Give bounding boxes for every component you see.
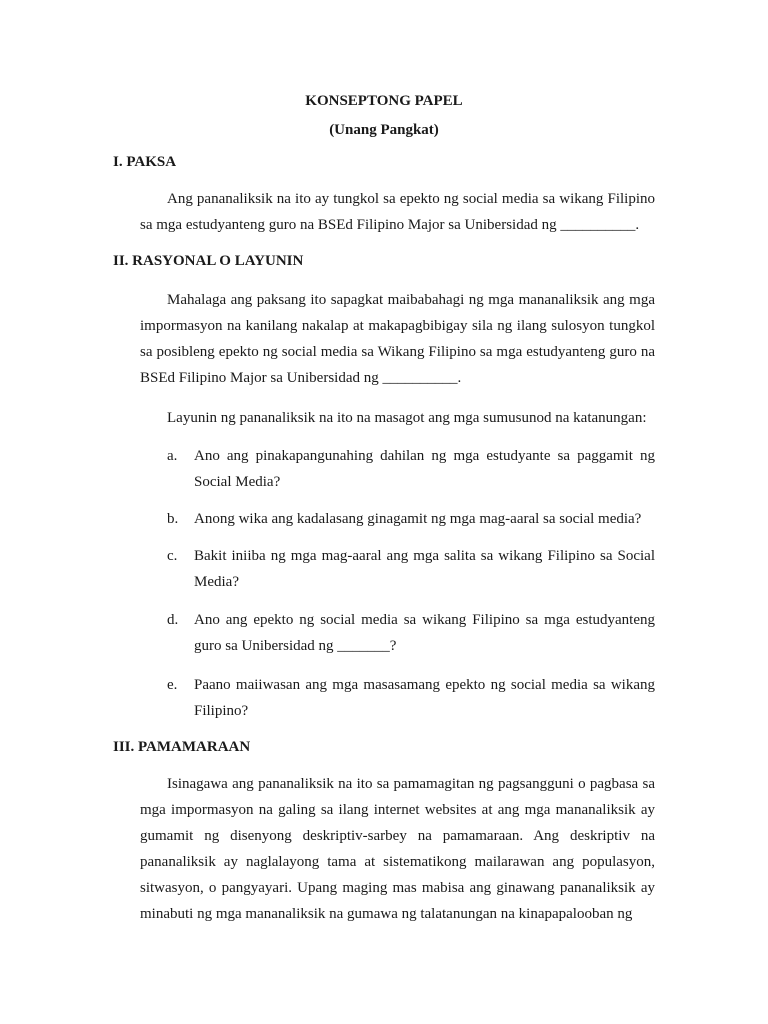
question-text: Ano ang pinakapangunahing dahilan ng mga estudyante sa paggamit ng Social Media? — [194, 448, 655, 490]
document-title: KONSEPTONG PAPEL — [305, 93, 463, 109]
rasyonal-intro: Layunin ng pananaliksik na ito na masagot ang mga sumusunod na katanungan: — [167, 410, 647, 426]
section-heading-rasyonal: II. RASYONAL O LAYUNIN — [113, 253, 304, 269]
question-letter: e. — [167, 677, 178, 693]
paksa-paragraph: Ang pananaliksik na ito ay tungkol sa epekto ng social media sa wikang Filipino sa mga estudyanteng guro na BSEd Filipino Major sa Unibersidad ng __________. — [140, 191, 655, 233]
question-text: Anong wika ang kadalasang ginagamit ng mga mag-aaral sa social media? — [194, 511, 642, 527]
section-heading-pamamaraan: III. PAMAMARAAN — [113, 739, 251, 755]
question-letter: b. — [167, 511, 179, 527]
question-letter: a. — [167, 448, 178, 464]
rasyonal-paragraph: Mahalaga ang paksang ito sapagkat maibabahagi ng mga mananaliksik ang mga impormasyon na kanilang nakalap at makapagbibigay sila ng ilang sulosyon tungkol sa posibleng epekto ng social media sa Wikang Filipino sa mga estudyanteng guro na BSEd Filipino Major sa Unibersidad ng __________. — [140, 292, 655, 386]
pamamaraan-paragraph: Isinagawa ang pananaliksik na ito sa pamamagitan ng pagsangguni o pagbasa sa mga impormasyon na galing sa ilang internet websites at ang mga mananaliksik ay gumamit ng disenyong deskriptiv-sarbey na pamamaraan. Ang deskriptiv na pananaliksik ay naglalayong tama at sistematikong mailarawan ang populasyon, sitwasyon, o pangyayari. Upang maging mas mabisa ang ginawang pananaliksik ay minabuti ng mga mananaliksik na gumawa ng talatanungan na kinapapalooban ng — [140, 776, 655, 922]
question-text: Bakit iniiba ng mga mag-aaral ang mga salita sa wikang Filipino sa Social Media? — [194, 548, 655, 590]
section-heading-paksa: I. PAKSA — [113, 154, 177, 170]
question-text: Ano ang epekto ng social media sa wikang Filipino sa mga estudyanteng guro sa Unibersidad ng _______? — [194, 612, 655, 654]
document-subtitle: (Unang Pangkat) — [329, 122, 439, 138]
question-letter: d. — [167, 612, 179, 628]
question-text: Paano maiiwasan ang mga masasamang epekto ng social media sa wikang Filipino? — [194, 677, 655, 719]
question-letter: c. — [167, 548, 178, 564]
